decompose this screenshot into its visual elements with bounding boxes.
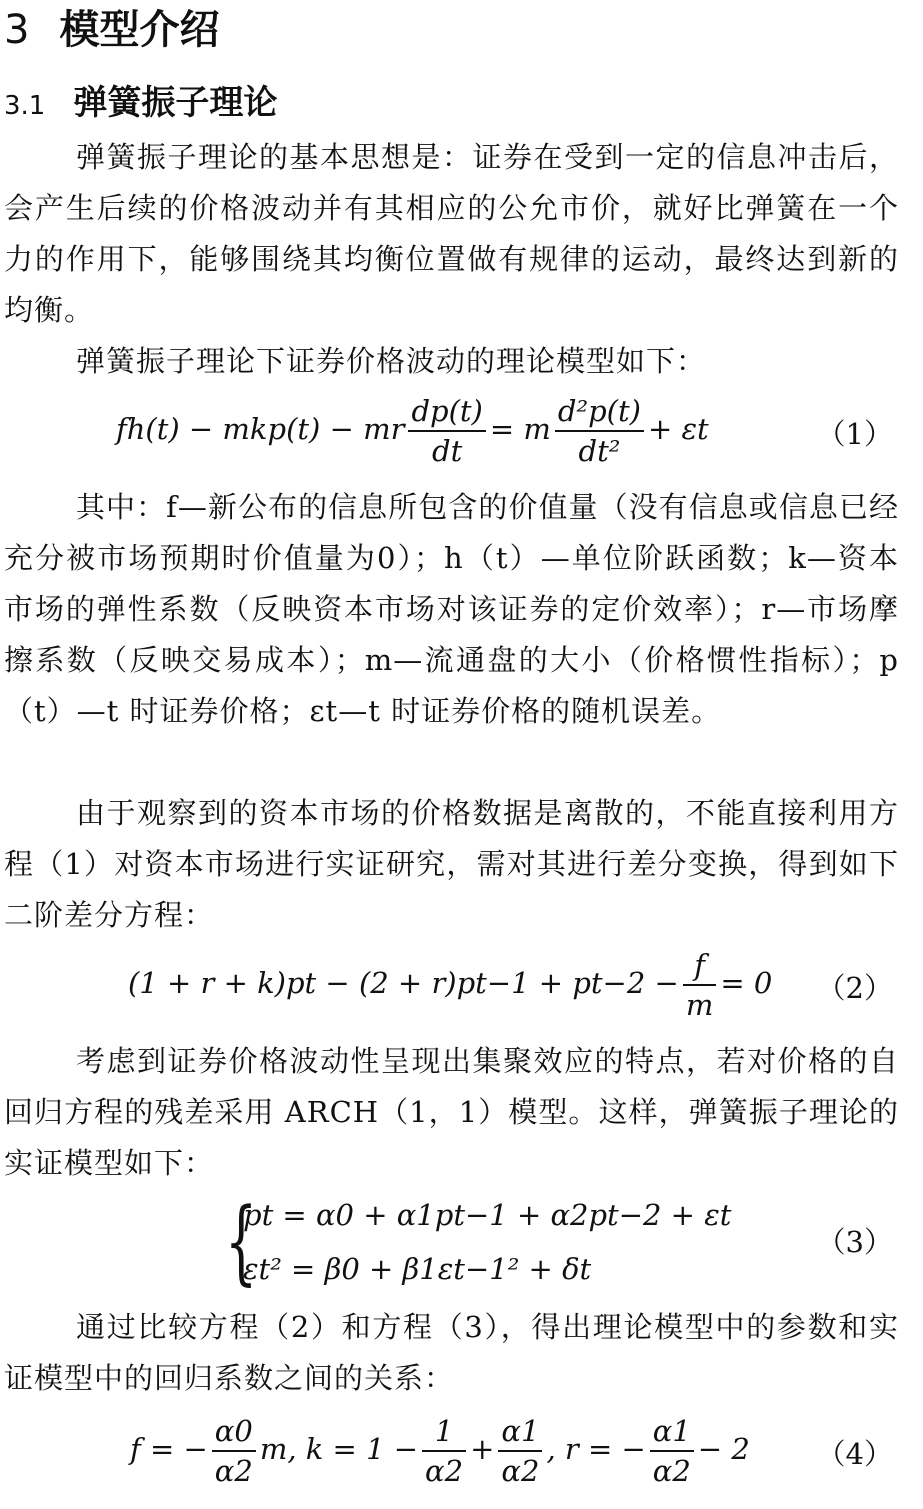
eq4-fraction-4 xyxy=(650,1412,694,1490)
eq4-fraction-3 xyxy=(498,1412,542,1490)
eq4-frac1-den: α2 xyxy=(214,1454,253,1488)
equation-1 xyxy=(0,392,923,472)
eq2-frac-den: m xyxy=(685,988,714,1022)
paragraph-3: 其中：f—新公布的信息所包含的价值量（没有信息或信息已经充分被市场预期时价值量为0）；h（t）—单位阶跃函数；k—资本市场的弹性系数（反映资本市场对该证券的定价效率）；r—市场摩擦系数（反映交易成本）；m—流通盘的大小（价格惯性指标）；p（t）—t 时证券价格；εt—t 时证券价格的随机误差。 xyxy=(4,490,899,728)
section-heading xyxy=(4,4,219,56)
section-number: 3 xyxy=(4,7,30,53)
eq4-part2: m, k = 1 − xyxy=(259,1432,419,1466)
eq1-mid: = m xyxy=(489,412,551,446)
eq1-fraction-1 xyxy=(408,392,485,470)
eq2-fraction xyxy=(683,946,717,1024)
eq4-part1: f = − xyxy=(130,1432,208,1466)
eq2-left: (1 + r + k)pt − (2 + r)pt−1 + pt−2 − xyxy=(128,966,679,1000)
equation-4 xyxy=(0,1412,923,1496)
eq4-frac2-den: α2 xyxy=(425,1454,464,1488)
eq4-frac2-num: 1 xyxy=(422,1412,466,1452)
eq4-frac4-num: α1 xyxy=(650,1412,694,1452)
eq2-label: （2） xyxy=(816,971,893,1005)
eq4-fraction-1 xyxy=(212,1412,256,1490)
section-title: 模型介绍 xyxy=(59,7,220,53)
eq4-part4: , r = − xyxy=(546,1432,646,1466)
eq2-right: = 0 xyxy=(720,966,773,1000)
paragraph-4: 由于观察到的资本市场的价格数据是离散的，不能直接利用方程（1）对资本市场进行实证研究，需对其进行差分变换，得到如下二阶差分方程： xyxy=(4,796,899,932)
subsection-number: 3.1 xyxy=(4,91,46,121)
paragraph-6: 通过比较方程（2）和方程（3），得出理论模型中的参数和实证模型中的回归系数之间的关系： xyxy=(4,1310,899,1395)
eq1-label: （1） xyxy=(816,417,893,451)
eq4-frac1-num: α0 xyxy=(212,1412,256,1452)
paragraph-5: 考虑到证券价格波动性呈现出集聚效应的特点，若对价格的自回归方程的残差采用 ARCH（1，1）模型。这样，弹簧振子理论的实证模型如下： xyxy=(4,1044,899,1180)
subsection-heading xyxy=(4,80,277,129)
eq1-fraction-2 xyxy=(555,392,644,470)
eq4-part3: + xyxy=(470,1432,495,1466)
left-brace-icon: { xyxy=(225,1188,258,1295)
eq3-label: （3） xyxy=(816,1225,893,1259)
eq4-fraction-2 xyxy=(422,1412,466,1490)
eq4-frac4-den: α2 xyxy=(652,1454,691,1488)
eq3-line-1: pt = α0 + α1pt−1 + α2pt−2 + εt xyxy=(243,1198,732,1232)
paragraph-1: 弹簧振子理论的基本思想是：证券在受到一定的信息冲击后，会产生后续的价格波动并有其相应的公允市价，就好比弹簧在一个力的作用下，能够围绕其均衡位置做有规律的运动，最终达到新的均衡。 xyxy=(4,140,899,327)
eq4-label: （4） xyxy=(816,1437,893,1471)
eq1-frac1-num: dp(t) xyxy=(408,392,485,432)
eq1-left: fh(t) − mkp(t) − mr xyxy=(116,412,405,446)
eq1-right: + εt xyxy=(647,412,709,446)
paragraph-2: 弹簧振子理论下证券价格波动的理论模型如下： xyxy=(76,344,707,378)
eq4-part5: − 2 xyxy=(697,1432,750,1466)
eq1-frac2-num: d²p(t) xyxy=(555,392,644,432)
equation-3 xyxy=(0,1188,923,1300)
eq4-frac3-num: α1 xyxy=(498,1412,542,1452)
eq1-frac1-den: dt xyxy=(432,434,463,468)
eq4-frac3-den: α2 xyxy=(501,1454,540,1488)
subsection-title: 弹簧振子理论 xyxy=(73,83,278,123)
eq1-frac2-den: dt² xyxy=(578,434,621,468)
eq3-line-2: εt² = β0 + β1εt−1² + δt xyxy=(243,1252,592,1286)
eq2-frac-num: f xyxy=(683,946,717,986)
equation-2 xyxy=(0,946,923,1026)
